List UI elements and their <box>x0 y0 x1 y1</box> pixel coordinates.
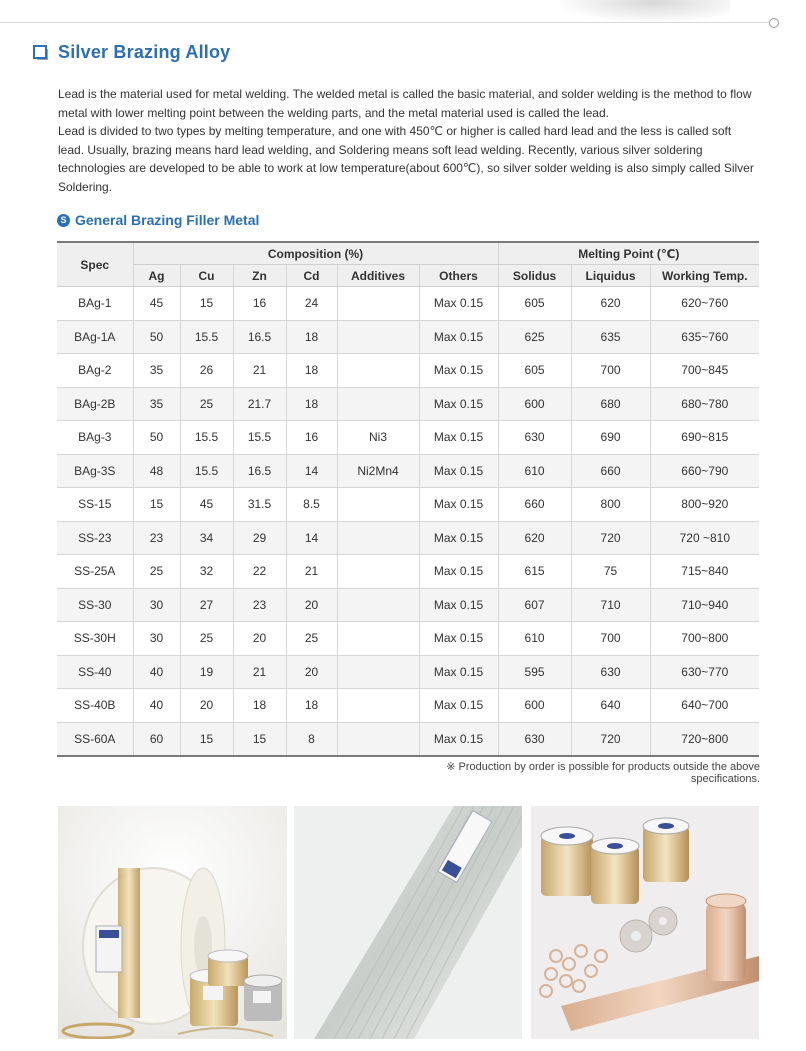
table-cell: 40 <box>133 655 180 689</box>
table-cell: 625 <box>498 320 571 354</box>
table-cell: Max 0.15 <box>419 320 498 354</box>
spec-cell: SS-15 <box>57 488 133 522</box>
table-cell: Max 0.15 <box>419 421 498 455</box>
column-header: Solidus <box>498 265 571 287</box>
table-cell: 29 <box>233 521 286 555</box>
melting-point-header: Melting Point (℃) <box>498 242 759 265</box>
table-cell: 20 <box>180 689 233 723</box>
table-cell <box>337 588 419 622</box>
table-cell: 23 <box>133 521 180 555</box>
table-cell: 25 <box>180 387 233 421</box>
table-row <box>57 488 759 522</box>
table-cell: Max 0.15 <box>419 588 498 622</box>
spec-cell: BAg-1A <box>57 320 133 354</box>
spec-cell: SS-40B <box>57 689 133 723</box>
table-cell: Ni2Mn4 <box>337 454 419 488</box>
table-cell: 35 <box>133 387 180 421</box>
table-cell: Max 0.15 <box>419 622 498 656</box>
table-cell: 40 <box>133 689 180 723</box>
table-cell: 635~760 <box>650 320 759 354</box>
table-cell: 660~790 <box>650 454 759 488</box>
spec-cell: BAg-2 <box>57 354 133 388</box>
table-cell: 610 <box>498 454 571 488</box>
footnote: ※ Production by order is possible for products outside the above specifications. <box>446 761 760 785</box>
product-photo-spools <box>58 806 287 1039</box>
column-header: Ag <box>133 265 180 287</box>
table-cell: 595 <box>498 655 571 689</box>
table-row <box>57 655 759 689</box>
table-cell: 630~770 <box>650 655 759 689</box>
table-cell: 620 <box>498 521 571 555</box>
spec-cell: SS-30H <box>57 622 133 656</box>
table-cell: 620~760 <box>650 287 759 321</box>
table-cell: 720 ~810 <box>650 521 759 555</box>
table-cell: Max 0.15 <box>419 488 498 522</box>
table-cell: 32 <box>180 555 233 589</box>
spec-table <box>57 241 759 757</box>
page-header <box>33 42 230 63</box>
table-cell: 700~845 <box>650 354 759 388</box>
column-header: Cu <box>180 265 233 287</box>
header-decoration <box>560 0 730 22</box>
table-cell: 15 <box>180 287 233 321</box>
spec-cell: SS-25A <box>57 555 133 589</box>
column-header: Cd <box>286 265 337 287</box>
table-row <box>57 689 759 723</box>
table-cell <box>337 655 419 689</box>
table-cell <box>337 555 419 589</box>
table-cell: 18 <box>286 320 337 354</box>
table-cell: 18 <box>286 354 337 388</box>
sub-header-row <box>57 265 759 287</box>
table-cell: 720~800 <box>650 722 759 756</box>
spec-cell: BAg-3S <box>57 454 133 488</box>
spec-header: Spec <box>57 242 133 287</box>
table-cell: 18 <box>233 689 286 723</box>
table-cell: 8 <box>286 722 337 756</box>
table-cell: 35 <box>133 354 180 388</box>
table-cell: 15.5 <box>180 320 233 354</box>
spec-table-body <box>57 287 759 757</box>
table-cell: 21 <box>233 655 286 689</box>
table-cell: Max 0.15 <box>419 689 498 723</box>
table-cell <box>337 320 419 354</box>
table-cell: 23 <box>233 588 286 622</box>
table-cell: 45 <box>180 488 233 522</box>
table-cell <box>337 287 419 321</box>
table-cell: 45 <box>133 287 180 321</box>
table-cell: 60 <box>133 722 180 756</box>
column-header: Additives <box>337 265 419 287</box>
table-row <box>57 454 759 488</box>
top-divider <box>0 22 770 23</box>
table-cell: 14 <box>286 521 337 555</box>
table-cell: 680~780 <box>650 387 759 421</box>
table-cell: 20 <box>286 655 337 689</box>
column-header: Working Temp. <box>650 265 759 287</box>
table-cell: 660 <box>571 454 650 488</box>
table-cell: 605 <box>498 354 571 388</box>
spec-cell: SS-60A <box>57 722 133 756</box>
table-cell: 18 <box>286 387 337 421</box>
table-cell: 615 <box>498 555 571 589</box>
spec-cell: BAg-2B <box>57 387 133 421</box>
table-cell: 635 <box>571 320 650 354</box>
table-cell: 710 <box>571 588 650 622</box>
table-cell: 700 <box>571 622 650 656</box>
spec-cell: SS-40 <box>57 655 133 689</box>
table-cell: 607 <box>498 588 571 622</box>
table-cell: 700~800 <box>650 622 759 656</box>
table-cell: 20 <box>233 622 286 656</box>
table-cell: Max 0.15 <box>419 387 498 421</box>
table-row <box>57 320 759 354</box>
table-cell: 18 <box>286 689 337 723</box>
table-cell <box>337 488 419 522</box>
table-cell: 800~920 <box>650 488 759 522</box>
table-cell: 720 <box>571 521 650 555</box>
table-cell: 21 <box>286 555 337 589</box>
table-cell: 20 <box>286 588 337 622</box>
corner-circle-icon <box>769 18 779 28</box>
table-cell: 75 <box>571 555 650 589</box>
table-cell: Max 0.15 <box>419 655 498 689</box>
table-cell <box>337 354 419 388</box>
table-cell: 620 <box>571 287 650 321</box>
table-cell: 720 <box>571 722 650 756</box>
table-cell: 34 <box>180 521 233 555</box>
table-row <box>57 521 759 555</box>
intro-paragraph: Lead is the material used for metal welding. The welded metal is called the basic material, and solder welding is the method to flow metal with lower melting point between the welding parts, and the metal material used is called the lead. <box>58 87 752 120</box>
column-header: Liquidus <box>571 265 650 287</box>
table-cell: Max 0.15 <box>419 354 498 388</box>
table-cell: 14 <box>286 454 337 488</box>
table-cell: 630 <box>571 655 650 689</box>
section-title: General Brazing Filler Metal <box>75 212 260 228</box>
table-cell: 50 <box>133 320 180 354</box>
table-cell: Max 0.15 <box>419 722 498 756</box>
table-cell: 30 <box>133 622 180 656</box>
table-cell: 16.5 <box>233 454 286 488</box>
table-cell: 680 <box>571 387 650 421</box>
table-cell: 600 <box>498 689 571 723</box>
spec-cell: SS-23 <box>57 521 133 555</box>
table-cell <box>337 689 419 723</box>
table-cell: 15.5 <box>233 421 286 455</box>
title-square-icon <box>33 45 49 61</box>
table-row <box>57 287 759 321</box>
table-cell: 15.5 <box>180 454 233 488</box>
table-row <box>57 555 759 589</box>
intro-text <box>58 85 758 197</box>
table-cell: 15 <box>233 722 286 756</box>
table-cell: 15 <box>133 488 180 522</box>
column-header: Zn <box>233 265 286 287</box>
table-cell: 690~815 <box>650 421 759 455</box>
table-cell: 630 <box>498 722 571 756</box>
table-cell <box>337 722 419 756</box>
table-cell: 605 <box>498 287 571 321</box>
table-cell: 22 <box>233 555 286 589</box>
table-cell: Max 0.15 <box>419 287 498 321</box>
table-cell: Max 0.15 <box>419 454 498 488</box>
table-cell: Ni3 <box>337 421 419 455</box>
page-title: Silver Brazing Alloy <box>58 42 231 62</box>
table-cell: 31.5 <box>233 488 286 522</box>
table-cell <box>337 622 419 656</box>
table-row <box>57 421 759 455</box>
table-cell: Max 0.15 <box>419 555 498 589</box>
table-cell: 21 <box>233 354 286 388</box>
table-cell: 15 <box>180 722 233 756</box>
table-cell: 690 <box>571 421 650 455</box>
table-cell <box>337 387 419 421</box>
intro-paragraph: Lead is divided to two types by melting temperature, and one with 450℃ or higher is called hard lead and the less is called soft lead. Usually, brazing means hard lead welding, and Soldering means soft lead welding. Recently, various silver soldering technologies are developed to be able to work at low temperature(about 600℃), so silver solder welding is also simply called Silver Soldering. <box>58 124 754 194</box>
table-cell: 30 <box>133 588 180 622</box>
table-cell: 640 <box>571 689 650 723</box>
table-cell: 630 <box>498 421 571 455</box>
table-row <box>57 588 759 622</box>
table-row <box>57 622 759 656</box>
spec-cell: BAg-3 <box>57 421 133 455</box>
product-photo-strips <box>531 806 759 1039</box>
table-cell: 19 <box>180 655 233 689</box>
table-cell: 21.7 <box>233 387 286 421</box>
table-cell <box>337 521 419 555</box>
table-cell: 715~840 <box>650 555 759 589</box>
table-cell: 50 <box>133 421 180 455</box>
product-photo-rods <box>294 806 522 1039</box>
section-header <box>57 212 259 228</box>
table-cell: 800 <box>571 488 650 522</box>
table-cell: 26 <box>180 354 233 388</box>
table-cell: 660 <box>498 488 571 522</box>
table-cell: 15.5 <box>180 421 233 455</box>
table-cell: 700 <box>571 354 650 388</box>
table-cell: 610 <box>498 622 571 656</box>
table-cell: 24 <box>286 287 337 321</box>
table-cell: 710~940 <box>650 588 759 622</box>
table-cell: 16 <box>286 421 337 455</box>
column-header: Others <box>419 265 498 287</box>
table-cell: 16 <box>233 287 286 321</box>
table-row <box>57 722 759 756</box>
table-cell: 600 <box>498 387 571 421</box>
table-cell: 25 <box>133 555 180 589</box>
subtitle-bullet-icon: S <box>57 214 70 227</box>
table-cell: 48 <box>133 454 180 488</box>
composition-header: Composition (%) <box>133 242 498 265</box>
table-cell: Max 0.15 <box>419 521 498 555</box>
table-cell: 25 <box>180 622 233 656</box>
table-cell: 640~700 <box>650 689 759 723</box>
spec-cell: SS-30 <box>57 588 133 622</box>
table-cell: 25 <box>286 622 337 656</box>
table-cell: 16.5 <box>233 320 286 354</box>
table-row <box>57 354 759 388</box>
table-row <box>57 387 759 421</box>
table-cell: 8.5 <box>286 488 337 522</box>
table-cell: 27 <box>180 588 233 622</box>
spec-cell: BAg-1 <box>57 287 133 321</box>
